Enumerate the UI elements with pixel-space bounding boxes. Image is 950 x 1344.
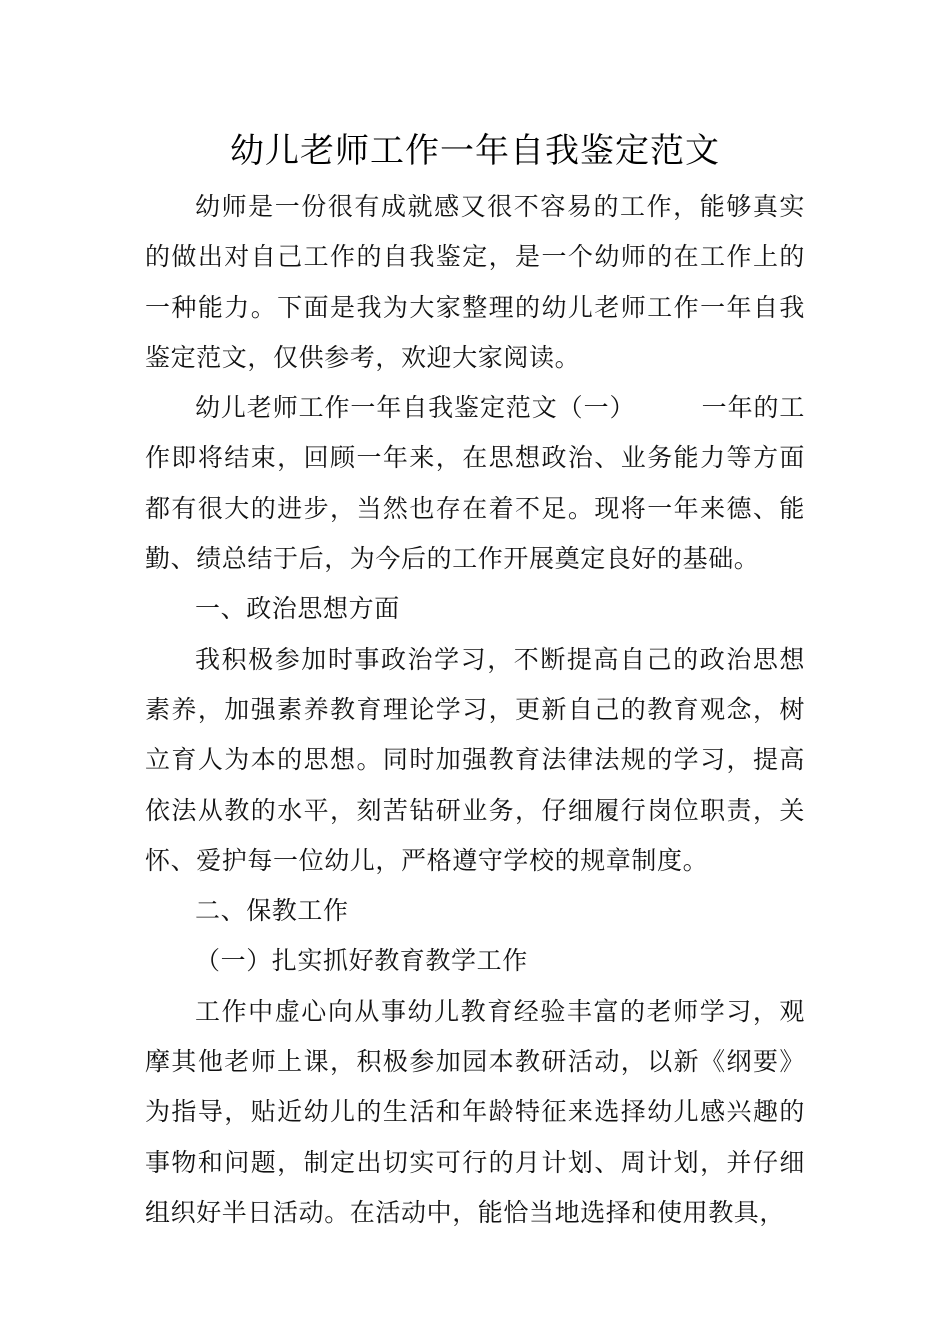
document-title: 幼儿老师工作一年自我鉴定范文 (230, 131, 720, 171)
heading-political-thought: 一、政治思想方面 (195, 594, 400, 624)
intro-paragraph: 幼师是一份很有成就感又很不容易的工作，能够真实的做出对自己工作的自我鉴定，是一个幼师的在工作上的一种能力。下面是我为大家整理的幼儿老师工作一年自我鉴定范文，仅供参考，欢迎大家阅读。 (145, 192, 805, 372)
subheading-teaching: （一）扎实抓好教育教学工作 (195, 946, 528, 976)
section-text: 一年的工作即将结束，回顾一年来，在思想政治、业务能力等方面都有很大的进步，当然也存在着不足。现将一年来德、能勤、绩总结于后，为今后的工作开展奠定良好的基础。 (145, 393, 805, 574)
heading-teaching-work: 二、保教工作 (195, 896, 349, 926)
political-thought-paragraph: 我积极参加时事政治学习，不断提高自己的政治思想素养，加强素养教育理论学习，更新自己的教育观念，树立育人为本的思想。同时加强教育法律法规的学习，提高依法从教的水平，刻苦钻研业务，仔细履行岗位职责，关怀、爱护每一位幼儿，严格遵守学校的规章制度。 (145, 644, 805, 875)
document-body (145, 126, 805, 1238)
section-label: 幼儿老师工作一年自我鉴定范文（一） (195, 393, 636, 423)
teaching-paragraph: 工作中虚心向从事幼儿教育经验丰富的老师学习，观摩其他老师上课，积极参加园本教研活动，以新《纲要》为指导，贴近幼儿的生活和年龄特征来选择幼儿感兴趣的事物和问题，制定出切实可行的月计划、周计划，并仔细组织好半日活动。在活动中，能恰当地选择和使用教具， (145, 996, 805, 1227)
section-one-paragraph (145, 383, 805, 584)
